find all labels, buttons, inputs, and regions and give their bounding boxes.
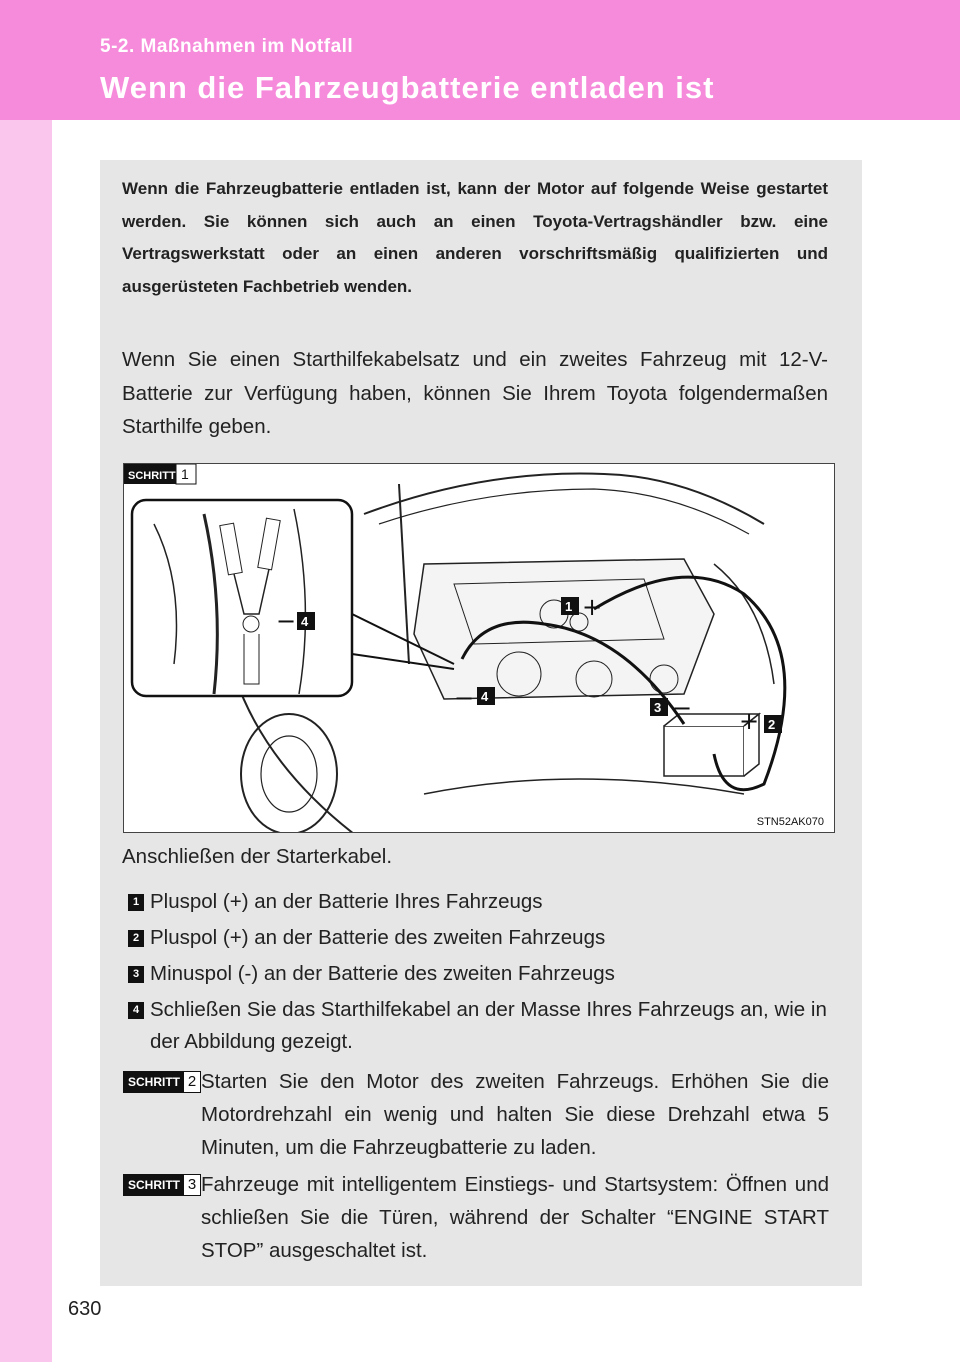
marker-4: 4 [481, 689, 489, 704]
lead-paragraph: Wenn Sie einen Starthilfekabelsatz und ein zweites Fahrzeug mit 12-V-Batterie zur Verfügung haben, können Sie Ihrem Toyota folgendermaßen Starthilfe geben. [122, 348, 828, 438]
step-word: SCHRITT [124, 1175, 184, 1195]
item-text: Minuspol (-) an der Batterie des zweiten Fahrzeugs [150, 962, 615, 985]
step-word: SCHRITT [124, 1072, 184, 1092]
step-badge [123, 1071, 201, 1093]
step-text: Starten Sie den Motor des zweiten Fahrzeugs. Erhöhen Sie die Motordrehzahl ein wenig und halten Sie diese Drehzahl etwa 5 Minuten, um die Fahrzeugbatterie zu laden. [201, 1070, 829, 1159]
plus-symbol-1: + [582, 593, 603, 621]
list-item [128, 994, 832, 1058]
marker-2: 2 [768, 717, 776, 732]
figure-step-word: SCHRITT [128, 470, 176, 482]
item-text: Pluspol (+) an der Batterie Ihres Fahrzeugs [150, 890, 543, 913]
item-number-badge: 4 [128, 1002, 144, 1019]
item-text: Schließen Sie das Starthilfekabel an der Masse Ihres Fahrzeugs an, wie in der Abbildung gezeigt. [150, 998, 827, 1053]
marker-3: 3 [654, 700, 662, 715]
figure-step-number: 1 [181, 466, 189, 482]
step-block [123, 1168, 829, 1267]
marker-4-inset: 4 [301, 614, 309, 629]
marker-1: 1 [565, 599, 573, 614]
item-text: Pluspol (+) an der Batterie des zweiten Fahrzeugs [150, 926, 606, 949]
figure-caption: Anschließen der Starterkabel. [122, 845, 393, 868]
jump-start-figure [123, 463, 835, 833]
list-item [128, 958, 832, 990]
list-item [128, 922, 832, 954]
inset-detail [132, 500, 352, 696]
item-number-badge: 1 [128, 894, 144, 911]
minus-symbol-3: − [672, 694, 693, 722]
step-text: Fahrzeuge mit intelligentem Einstiegs- und Startsystem: Öffnen und schließen Sie die Türen, während der Schalter “ENGINE START STOP” ausgeschaltet ist. [201, 1173, 829, 1262]
step-badge [123, 1174, 201, 1196]
plus-symbol-2: + [739, 707, 760, 735]
second-battery [664, 726, 744, 776]
step-block [123, 1065, 829, 1164]
figure-code: STN52AK070 [756, 816, 824, 828]
intro-paragraph: Wenn die Fahrzeugbatterie entladen ist, kann der Motor auf folgende Weise gestartet werden. Sie können sich auch an einen Toyota-Vertragshändler bzw. eine Vertragswerkstatt oder an einen anderen vorschriftsmäßig qualifizierten und ausgerüsteten Fachbetrieb wenden. [122, 179, 828, 296]
step-number: 3 [184, 1175, 200, 1195]
page-number: 630 [68, 1298, 102, 1320]
list-item [128, 886, 832, 918]
item-number-badge: 3 [128, 966, 144, 983]
item-number-badge: 2 [128, 930, 144, 947]
minus-symbol-4: − [454, 684, 475, 712]
side-strip [0, 0, 52, 1362]
minus-symbol-inset: − [276, 607, 297, 635]
section-label: 5-2. Maßnahmen im Notfall [100, 36, 354, 57]
page-title: Wenn die Fahrzeugbatterie entladen ist [100, 70, 715, 105]
step-number: 2 [184, 1072, 200, 1092]
engine-bay-illustration [124, 464, 835, 833]
